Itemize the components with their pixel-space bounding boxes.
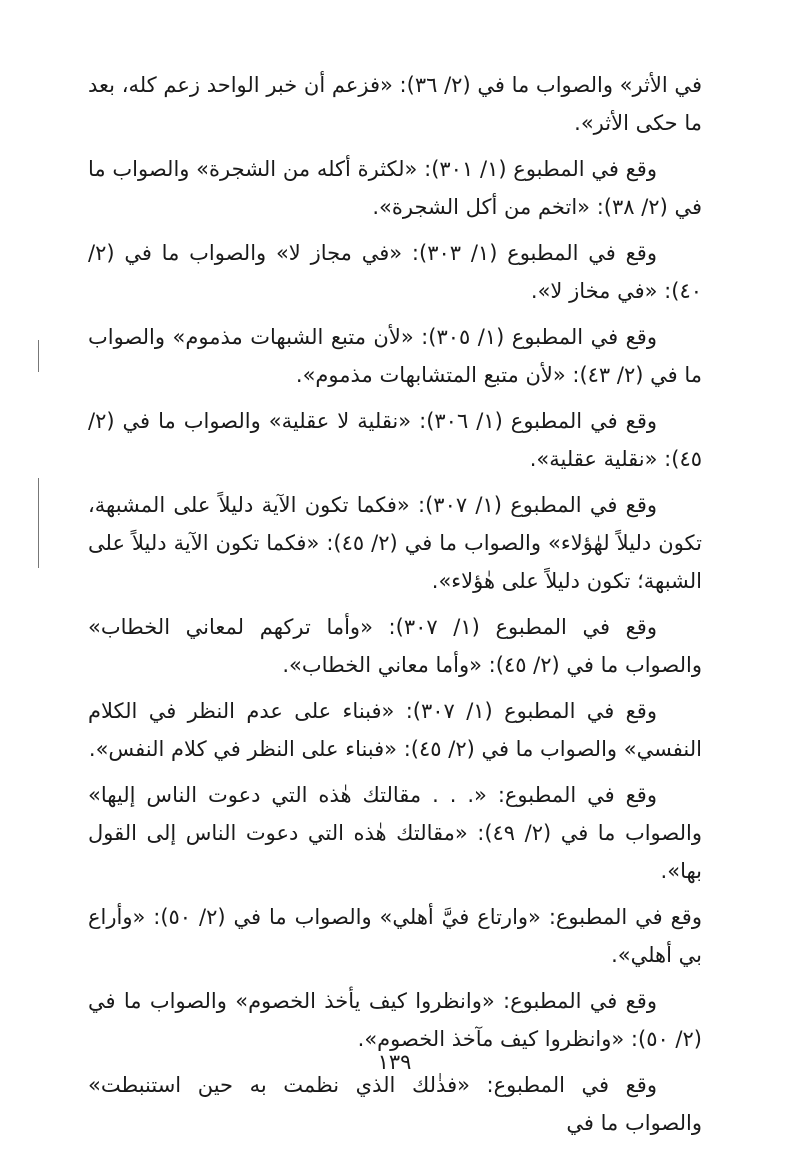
margin-mark: [38, 478, 39, 568]
paragraph: وقع في المطبوع (١/ ٣٠٥): «لأن متبع الشبهات مذموم» والصواب ما في (٢/ ٤٣): «لأن متبع المتشابهات مذموم».: [88, 325, 702, 387]
page-number: ١٣٩: [377, 1050, 412, 1074]
paragraph: وقع في المطبوع (١/ ٣٠١): «لكثرة أكله من الشجرة» والصواب ما في (٢/ ٣٨): «اتخم من أكل الشجرة».: [88, 157, 702, 219]
paragraph: وقع في المطبوع (١/ ٣٠٧): «فبناء على عدم النظر في الكلام النفسي» والصواب ما في (٢/ ٤٥): «فبناء على النظر في كلام النفس».: [88, 699, 702, 761]
paragraph: وقع في المطبوع (١/ ٣٠٧): «وأما تركهم لمعاني الخطاب» والصواب ما في (٢/ ٤٥): «وأما معاني الخطاب».: [88, 615, 702, 677]
paragraph: وقع في المطبوع: «فذٰلك الذي نظمت به حين استنبطت» والصواب ما في: [88, 1073, 702, 1135]
paragraph: وقع في المطبوع (١/ ٣٠٣): «في مجاز لا» والصواب ما في (٢/ ٤٠): «في مخاز لا».: [88, 241, 702, 303]
paragraph: وقع في المطبوع: «وانظروا كيف يأخذ الخصوم» والصواب ما في (٢/ ٥٠): «وانظروا كيف مآخذ الخصوم».: [88, 989, 702, 1051]
paragraph: وقع في المطبوع: «وارتاع فيَّ أهلي» والصواب ما في (٢/ ٥٠): «وأراع بي أهلي».: [88, 905, 702, 967]
paragraph: وقع في المطبوع (١/ ٣٠٦): «نقلية لا عقلية» والصواب ما في (٢/ ٤٥): «نقلية عقلية».: [88, 409, 702, 471]
page-body: [88, 66, 702, 1150]
margin-mark: [38, 340, 39, 372]
paragraph: في الأثر» والصواب ما في (٢/ ٣٦): «فزعم أن خبر الواحد زعم كله، بعد ما حكى الأثر».: [88, 73, 702, 135]
paragraph: وقع في المطبوع: «. . . مقالتك هٰذه التي دعوت الناس إليها» والصواب ما في (٢/ ٤٩): «مقالتك هٰذه التي دعوت الناس إلى القول بها».: [88, 783, 702, 883]
paragraph: وقع في المطبوع (١/ ٣٠٧): «فكما تكون الآية دليلاً على المشبهة، تكون دليلاً لهٰؤلاء» والصواب ما في (٢/ ٤٥): «فكما تكون الآية دليلاً على الشبهة؛ تكون دليلاً على هٰؤلاء».: [88, 493, 702, 593]
